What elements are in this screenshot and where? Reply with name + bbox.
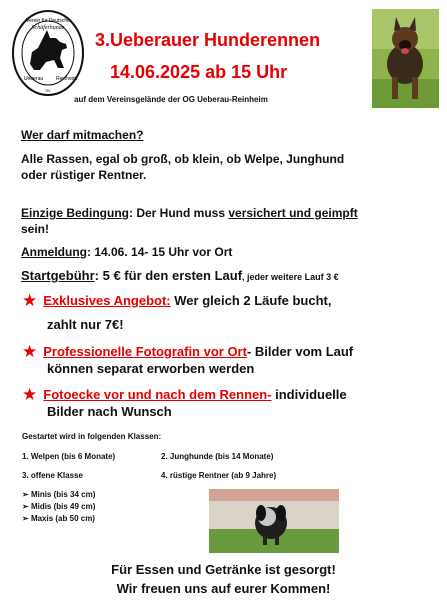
event-date: 14.06.2025 ab 15 Uhr [110, 62, 288, 82]
svg-text:Reinheim: Reinheim [56, 76, 78, 82]
club-logo [10, 8, 86, 98]
arrow-bullet-icon: ➢ [22, 514, 29, 523]
offer-rest: individuelle [271, 387, 347, 402]
registration-block [21, 244, 431, 260]
size-item: Midis (bis 49 cm) [30, 502, 96, 511]
offer-highlight: Fotoecke vor und nach dem Rennen- [43, 387, 272, 402]
offer-rest: - Bilder vom Lauf [246, 344, 354, 359]
who-answer-line1: Alle Rassen, egal ob groß, ob klein, ob Welpe, Junghund [21, 152, 345, 166]
offer-line2: Bilder nach Wunsch [47, 404, 172, 419]
fee-block [21, 268, 431, 285]
svg-text:Schäferhunde: Schäferhunde [31, 25, 65, 31]
small-dog-photo [209, 489, 339, 553]
class-2: 2. Junghunde (bis 14 Monate) [161, 452, 274, 461]
offer-line2: zahlt nur 7€! [47, 317, 124, 332]
classes-intro: Gestartet wird in folgenden Klassen: [22, 432, 162, 441]
condition-block [21, 205, 431, 237]
offer-highlight: Professionelle Fotografin vor Ort [43, 344, 247, 359]
event-title: 3.Ueberauer Hunderennen [95, 30, 321, 50]
logo-ring-text: Verein für Deutsche [26, 18, 70, 24]
running-dog-photo [372, 9, 439, 108]
registration-text: : 14.06. 14- 15 Uhr vor Ort [87, 245, 233, 259]
venue-text: auf dem Vereinsgelände der OG Ueberau-Reinheim [74, 95, 268, 104]
arrow-bullet-icon: ➢ [22, 490, 29, 499]
star-icon: ★ [22, 291, 38, 310]
fee-text: : 5 € für den ersten Lauf [94, 268, 243, 283]
svg-text:SV: SV [45, 88, 51, 93]
offer-3 [22, 386, 347, 419]
class-3: 3. offene Klasse [22, 471, 83, 480]
condition-emph: versichert und geimpft [228, 206, 358, 220]
star-icon: ★ [22, 342, 38, 361]
offer-highlight: Exklusives Angebot: [43, 293, 171, 308]
who-question: Wer darf mitmachen? [21, 128, 144, 142]
offer-2 [22, 343, 353, 376]
class-1: 1. Welpen (bis 6 Monate) [22, 452, 116, 461]
registration-label: Anmeldung [21, 245, 87, 259]
fee-label: Startgebühr [21, 268, 95, 283]
condition-text-b: sein! [21, 222, 50, 236]
condition-text: : Der Hund muss [129, 206, 229, 220]
svg-text:Ueberau: Ueberau [24, 76, 44, 82]
class-4: 4. rüstige Rentner (ab 9 Jahre) [161, 471, 277, 480]
size-item: Maxis (ab 50 cm) [30, 514, 95, 523]
offer-1 [22, 292, 331, 332]
fee-extra: , jeder weitere Lauf 3 € [242, 272, 339, 282]
star-icon: ★ [22, 385, 38, 404]
condition-label: Einzige Bedingung [21, 206, 129, 220]
arrow-bullet-icon: ➢ [22, 502, 29, 511]
size-list [22, 490, 95, 523]
offer-line2: können separat erworben werden [47, 361, 255, 376]
who-answer-line2: oder rüstiger Rentner. [21, 168, 147, 182]
offer-rest: Wer gleich 2 Läufe bucht, [170, 293, 332, 308]
size-item: Minis (bis 34 cm) [30, 490, 96, 499]
footer-line1: Für Essen und Getränke ist gesorgt! [111, 562, 336, 577]
who-answer [21, 151, 431, 183]
footer-line2: Wir freuen uns auf eurer Kommen! [116, 581, 331, 596]
